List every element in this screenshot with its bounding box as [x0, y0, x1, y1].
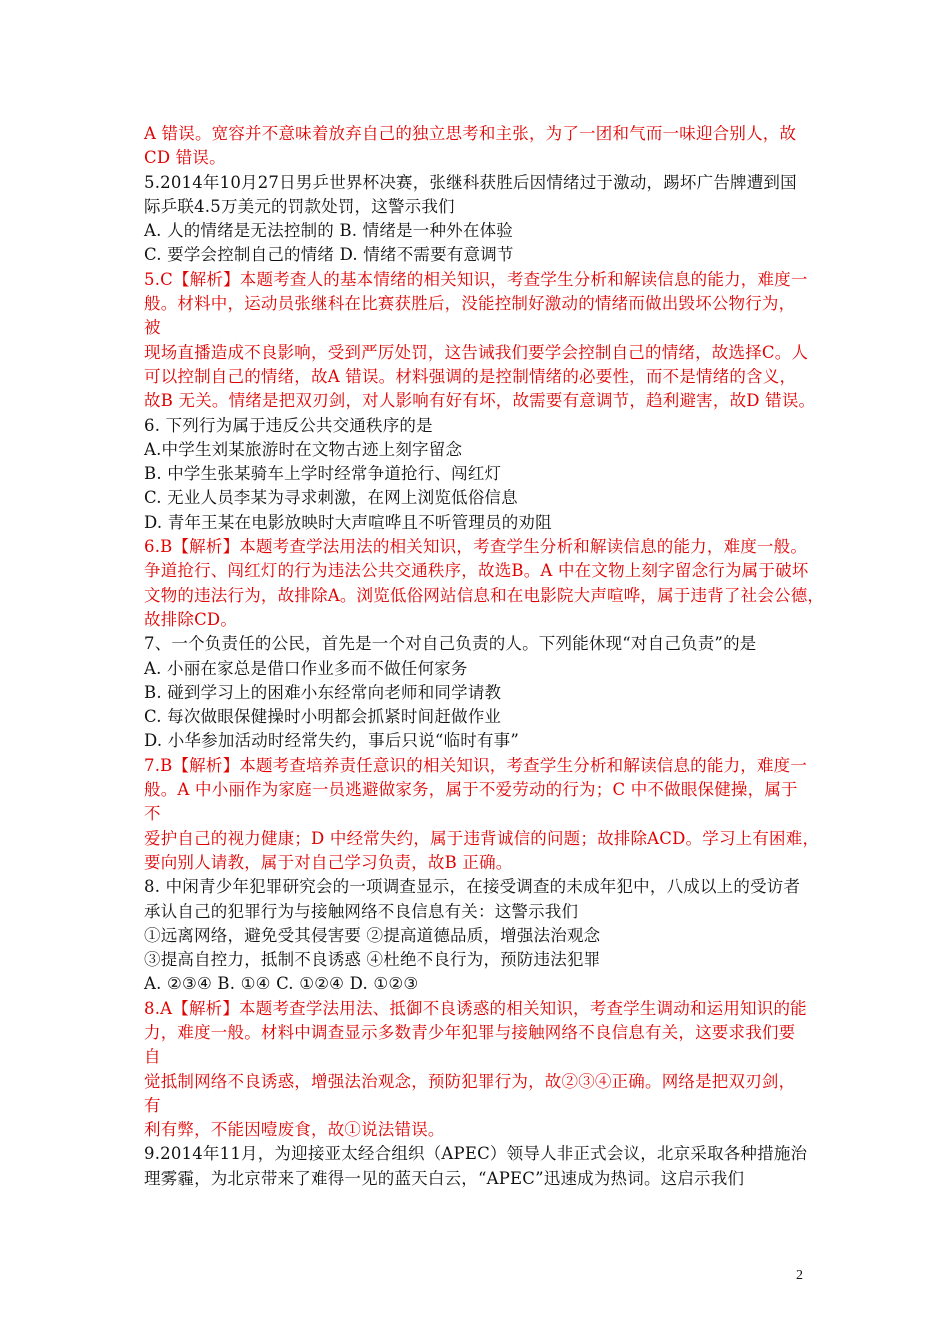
- question-text-line: A. 小丽在家总是借口作业多而不做任何家务: [144, 658, 468, 678]
- answer-analysis-line: 般。材料中，运动员张继科在比赛获胜后，没能控制好激动的情绪而做出毁坏公物行为，: [144, 294, 796, 314]
- page-number: 2: [796, 1268, 803, 1283]
- question-text-line: 8. 中闲青少年犯罪研究会的一项调查显示，在接受调查的未成年犯中，八成以上的受访者: [144, 877, 801, 897]
- question-text-line: B. 碰到学习上的困难小东经常向老师和同学请教: [144, 682, 502, 702]
- answer-analysis-line: 觉抵制网络不良诱惑，增强法治观念，预防犯罪行为，故②③④正确。网络是把双刃剑，: [144, 1071, 796, 1091]
- answer-analysis-line: 故排除CD。: [144, 609, 238, 629]
- question-text-line: C. 无业人员李某为寻求刺激，在网上浏览低俗信息: [144, 488, 518, 508]
- question-text-line: 际乒联4.5万美元的罚款处罚，这警示我们: [144, 196, 455, 216]
- question-text-line: A. ②③④ B. ①④ C. ①②④ D. ①②③: [144, 974, 419, 994]
- question-text-line: ③提高自控力，抵制不良诱惑 ④杜绝不良行为，预防违法犯罪: [144, 950, 601, 970]
- answer-analysis-line: 6.B【解析】本题考查学法用法的相关知识，考查学生分析和解读信息的能力，难度一般。: [144, 537, 808, 557]
- answer-analysis-line: 爱护自己的视力健康；D 中经常失约，属于违背诚信的问题；故排除ACD。学习上有困难，: [144, 828, 820, 848]
- answer-analysis-line: 现场直播造成不良影响，受到严厉处罚，这告诫我们要学会控制自己的情绪，故选择C。人: [144, 342, 809, 362]
- question-text-line: 理雾霾，为北京带来了难得一见的蓝天白云，“APEC”迅速成为热词。这启示我们: [144, 1168, 745, 1188]
- question-text-line: 6. 下列行为属于违反公共交通秩序的是: [144, 415, 433, 435]
- answer-analysis-line: 争道抢行、闯红灯的行为违法公共交通秩序，故选B。A 中在文物上刻字留念行为属于破坏: [144, 561, 809, 581]
- answer-analysis-line: A 错误。宽容并不意味着放弃自己的独立思考和主张，为了一团和气而一味迎合别人，故: [144, 124, 797, 143]
- question-text-line: 7、一个负责任的公民，首先是一个对自己负责的人。下列能休现“对自己负责”的是: [144, 634, 757, 654]
- question-text-line: D. 青年王某在电影放映时大声喧哗且不听管理员的劝阻: [144, 512, 552, 532]
- question-text-line: D. 小华参加活动时经常失约，事后只说“临时有事”: [144, 731, 520, 751]
- question-text-line: 5.2014年10月27日男乒世界杯决赛，张继科获胜后因情绪过于激动，踢坏广告牌遭到国: [144, 172, 797, 192]
- answer-analysis-line: 有: [144, 1095, 161, 1115]
- answer-analysis-line: 5.C【解析】本题考查人的基本情绪的相关知识，考查学生分析和解读信息的能力，难度一: [144, 269, 808, 289]
- answer-analysis-line: 被: [144, 318, 161, 338]
- answer-analysis-line: 可以控制自己的情绪，故A 错误。材料强调的是控制情绪的必要性，而不是情绪的含义，: [144, 366, 797, 386]
- answer-analysis-line: 要向别人请教，属于对自己学习负责，故B 正确。: [144, 852, 513, 872]
- question-text-line: 承认自己的犯罪行为与接触网络不良信息有关：这警示我们: [144, 901, 579, 921]
- answer-analysis-line: 不: [144, 804, 161, 824]
- answer-analysis-line: 8.A【解析】本题考查学法用法、抵御不良诱惑的相关知识，考查学生调动和运用知识的能: [144, 998, 807, 1018]
- question-text-line: A.中学生刘某旅游时在文物古迹上刻字留念: [144, 439, 463, 459]
- answer-analysis-line: 文物的违法行为，故排除A。浏览低俗网站信息和在电影院大声喧哗，属于违背了社会公德，: [144, 585, 825, 605]
- question-text-line: A. 人的情绪是无法控制的 B. 情绪是一种外在体验: [144, 221, 513, 241]
- answer-analysis-line: 自: [144, 1047, 161, 1067]
- document-body: [144, 122, 825, 1191]
- question-text-line: C. 要学会控制自己的情绪 D. 情绪不需要有意调节: [144, 245, 514, 265]
- answer-analysis-line: 故B 无关。情绪是把双刃剑，对人影响有好有坏，故需要有意调节，趋利避害，故D 错误。: [144, 391, 816, 411]
- answer-analysis-line: 般。A 中小丽作为家庭一员逃避做家务，属于不爱劳动的行为；C 中不做眼保健操，属于: [144, 780, 798, 800]
- question-text-line: C. 每次做眼保健操时小明都会抓紧时间赶做作业: [144, 707, 502, 727]
- answer-analysis-line: 力，难度一般。材料中调查显示多数青少年犯罪与接触网络不良信息有关，这要求我们要: [144, 1022, 796, 1042]
- answer-analysis-line: CD 错误。: [144, 148, 226, 168]
- answer-analysis-line: 7.B【解析】本题考查培养责任意识的相关知识，考查学生分析和解读信息的能力，难度一: [144, 755, 808, 775]
- question-text-line: B. 中学生张某骑车上学时经常争道抢行、闯红灯: [144, 464, 502, 484]
- question-text-line: ①远离网络，避免受其侵害要 ②提高道德品质，增强法治观念: [144, 925, 601, 945]
- question-text-line: 9.2014年11月，为迎接亚太经合组织（APEC）领导人非正式会议，北京采取各种措施治: [144, 1144, 808, 1164]
- answer-analysis-line: 利有弊，不能因噎废食，故①说法错误。: [144, 1120, 445, 1140]
